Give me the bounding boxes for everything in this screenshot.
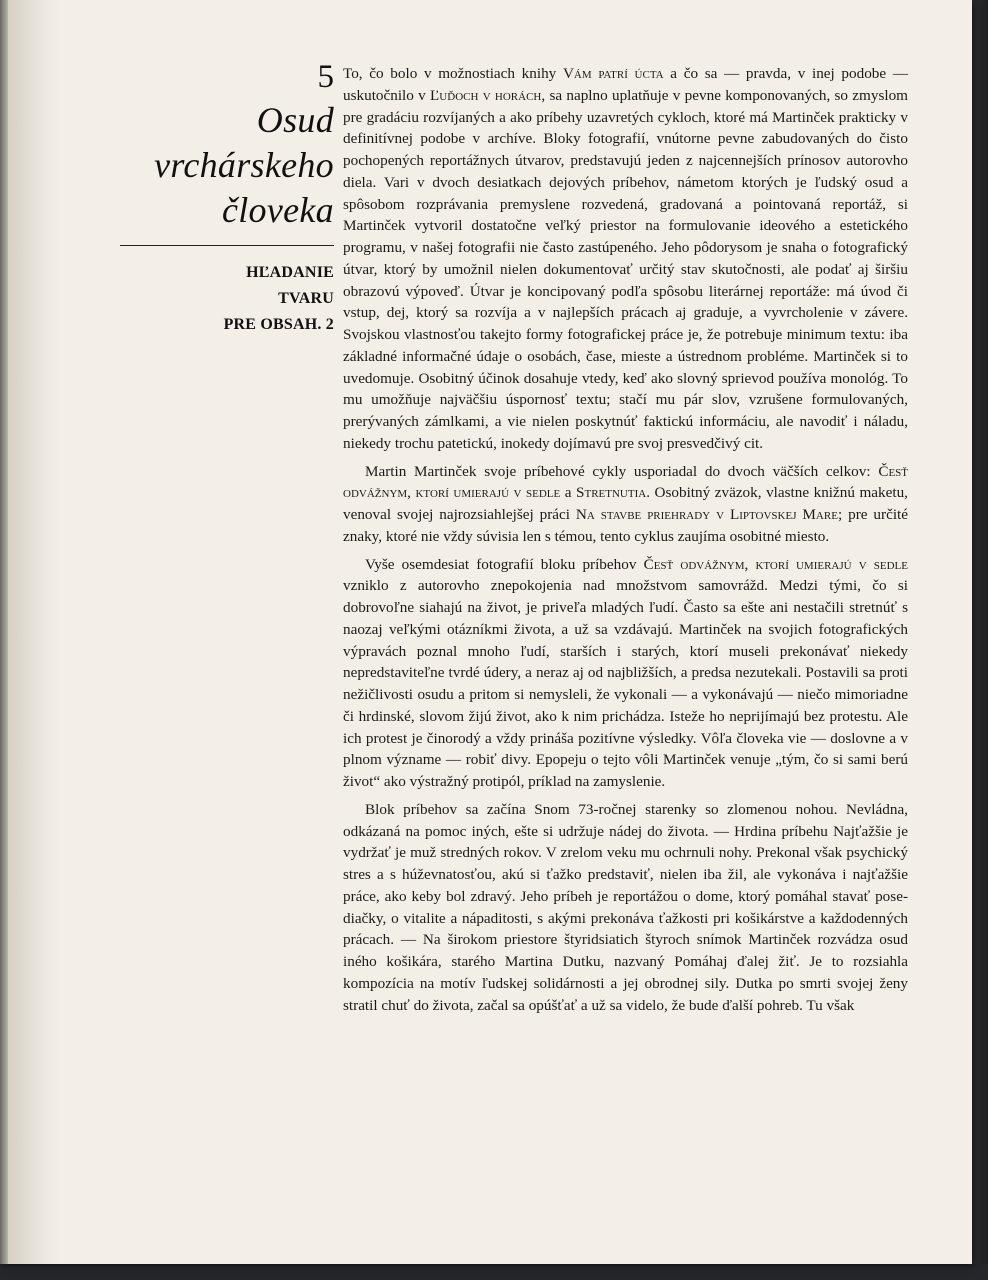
text-run: ; pre určité znaky, ktoré nie vždy súvisia len s témou, tento cyklus zaujíma osobitné miesto. [343,506,908,545]
text-run: a čo sa — pravda, v inej podobe — uskutočnilo v [343,65,909,104]
body-text [343,63,908,1016]
text-run: Vyše osemdesiat fotografií bloku príbehov [365,555,644,573]
book-title-reference: Vám patrí úcta [562,65,664,82]
paragraph [343,63,908,455]
chapter-subtitle [110,260,334,338]
chapter-number: 5 [317,59,334,95]
subtitle-line: PRE OBSAH. 2 [223,316,334,333]
text-run: To, čo bolo v možnostiach knihy [343,65,563,82]
text-run: , sa naplno uplatňuje v pevne komponovaných, so zmyslom pre gradáciu rozvíjaných a ako príbehy uzavretých cykloch, ktoré má Martinček prakticky v definitívnej podobe v archíve. Bloky fotografií, vnútorne pevne zabudovaných do čisto pochopených reportážnych útvarov, predstavujú jeden z najcennejších prínosov autorovho diela. Vari v dvoch desiatkach dejových príbehov, námetom ktorých je ľudský osud a spôsobom rozprávania premyslene rozvedená, gradovaná a pointovaná reportáž, si Martinček vytvoril dostatočne veľký priestor na formulovanie ideového a estetického programu, v našej fotografii nie často zastúpeného. Jeho pôdorysom je snaha o fotografický útvar, ktorý by umožnil nielen dokumentovať určitý stav skutočnosti, ale podať aj širšiu obrazovú výpoveď. Útvar je koncipovaný podľa spôsobu literárnej reportáže: má úvod či vstup, dej, ktorý sa rozvíja a v najlepších prácach aj graduje, a vyvrcholenie v závere. Svojskou vlastnosťou takejto formy fotografickej práce je, že potrebuje minimum textu: iba základné informačné údaje o osobách, čase, mieste a ústrednom probléme. Martinček si to uvedomuje. Osobitný účinok dosahuje vtedy, keď ako slovný sprievod používa monológ. To mu umožňuje najväčšiu úspornosť textu; stačí mu pár slov, vzrušene formulovaných, prerývaných zámlkami, a vie nielen poskytnúť faktickú informáciu, ale navodiť i náladu, niekedy trochu patetickú, inokedy dojímavú pre svoj presvedčivý cit. [343,86,908,452]
book-bottom-edge [0,1264,988,1280]
chapter-title-line: človeka [221,190,334,230]
cycle-title-reference: Stretnutia [576,484,647,502]
paragraph [343,461,908,548]
chapter-title-line: Osud [256,100,334,140]
text-run: vzniklo z autorovho znepokojenia nad množstvom samovrážd. Medzi tými, čo si dobrovoľne siahajú na život, je priveľa mladých ľudí. Často sa ešte ani nestačili stretnúť s naozaj veľkými otázníkmi života, a už sa vzdávajú. Martinček na svojich fotografických výpravách poznal mnoho ľudí, starších i starých, ktorí museli prekonávať niekedy nepredstaviteľne tvrdé údery, a neraz aj od najbližších, a predsa nezutekali. Postavili sa proti nežičlivosti osudu a pritom si nemysleli, že vykonali — a vykonávajú — niečo mimoriadne či hrdinské, slovom žijú život, ako k nim prichádza. Isteže ho neprijímajú bez protestu. Ale ich protest je činorodý a vždy prináša pozitívne výsledky. Vôľa človeka vie — doslovne a v plnom význame — robiť divy. Epopeju o tejto vôli Martinček venuje „tým, čo si sami berú život“ ako výstražný protipól, príklad na zamyslenie. [343,577,908,790]
cycle-title-reference: Česť odvážnym, ktorí umierajú v sedle [643,555,908,573]
chapter-title-line: vrchárskeho [154,145,334,185]
chapter-heading [110,58,334,338]
subtitle-line: TVARU [278,290,334,307]
cycle-title-reference: Česť odvážnym, ktorí umierajú v sedle [343,462,908,502]
book-title-reference: Ľuďoch v horách [430,86,542,104]
paragraph: Blok príbehov sa začína Snom 73-ročnej starenky so zlomenou nohou. Nevládna, odkázaná na pomoc iných, ešte si udržuje nádej do života. — Hrdina príbehu Najťažšie je vydržať je muž stredných rokov. V zrelom veku mu ochrnuli nohy. Prekonal však psychický stres a s húževnatosťou, akú si ťažko predstaviť, nielen iba žil, ale vykonáva i najťažšie práce, ako keby bol zdravý. Jeho príbeh je reportážou o dome, ktorý pomáhal stavať posediačky, o vitalite a nápaditosti, s akými prekonáva ťažkosti pri košikárstve a každodenných prácach. — Na širokom priestore štyridsiatich štyroch snímok Martinček rozvádza osud iného košikára, starého Martina Dutku, nazvaný Pomáhaj ďalej žiť. Je to rozsiahla kompozícia na motív ľudskej solidárnosti a jej obrodnej sily. Dutka po smrti svojej ženy stratil chuť do života, začal sa opúšťať a už sa videlo, že bude ďalší pohreb. Tu však [343,800,908,1014]
chapter-divider [120,245,334,246]
text-run: Martin Martinček svoje príbehové cykly usporiadal do dvoch väčších celkov: [365,462,879,480]
subtitle-line: HĽADANIE [246,264,334,281]
spine-shadow [0,0,8,1264]
chapter-title [110,98,334,233]
page-gutter [0,0,60,1264]
cycle-title-reference: Na stavbe priehrady v Liptovskej Mare [575,506,838,523]
text-run: a [560,484,577,502]
paragraph [343,554,908,793]
text-run: . Osobitný zväzok, vlastne knižnú maketu, venoval svojej najrozsiahlejšej práci [343,484,908,523]
